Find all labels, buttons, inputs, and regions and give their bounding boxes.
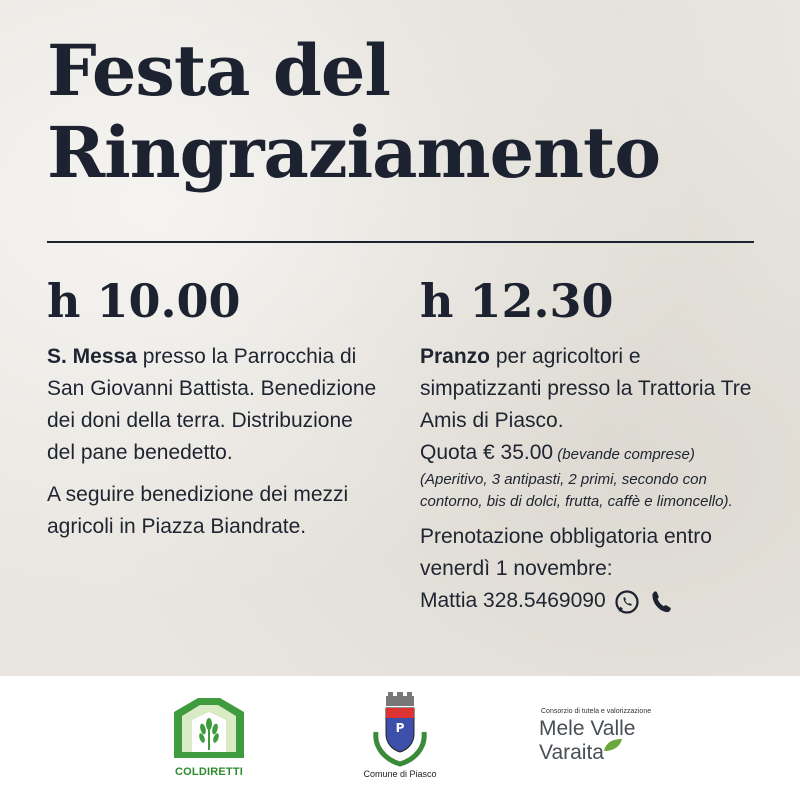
page-title [47,30,660,194]
coldiretti-label: COLDIRETTI [175,766,243,778]
pranzo-paragraph [420,341,765,437]
messa-label: S. Messa [47,345,137,368]
contact-line [420,585,765,617]
lunch-time: h 12.30 [420,274,614,328]
mele-line-1: Mele Valle [539,717,636,740]
pranzo-label: Pranzo [420,345,491,368]
mele-line-2: Varaita [539,741,604,764]
comune-label: Comune di Piasco [363,769,437,779]
contact-text: Mattia 328.5469090 [420,589,606,612]
svg-text:P: P [395,721,405,735]
whatsapp-icon[interactable] [614,589,640,615]
divider [47,241,754,243]
blessing-paragraph: A seguire benedizione dei mezzi agricoli in Piazza Biandrate. [47,483,349,538]
title-line-1: Festa del [47,29,390,112]
morning-time: h 10.00 [47,274,241,328]
messa-paragraph [47,341,382,469]
morning-column [47,341,382,543]
leaf-icon [603,738,623,752]
coldiretti-logo [172,696,246,760]
quota-price: Quota € 35.00 [420,441,554,464]
pranzo-text: per agricoltori e simpatizzanti presso la Trattoria Tre Amis di Piasco. [420,345,752,432]
title-line-2: Ringraziamento [47,111,661,194]
messa-text: presso la Parrocchia di San Giovanni Battista. Benedizione dei doni della terra. Distribuzione del pane benedetto. [47,345,377,464]
comune-crest [368,692,432,768]
booking-text: Prenotazione obbligatoria entro venerdì 1 novembre: [420,525,712,580]
consorzio-label: Consorzio di tutela e valorizzazione [541,708,652,715]
quota-note: (bevande comprese) [553,446,695,463]
quota-line [420,437,765,469]
menu-details: (Aperitivo, 3 antipasti, 2 primi, secondo con contorno, bis di dolci, frutta, caffè e limoncello). [420,471,733,510]
phone-icon[interactable] [650,590,672,614]
lunch-column [420,341,765,617]
